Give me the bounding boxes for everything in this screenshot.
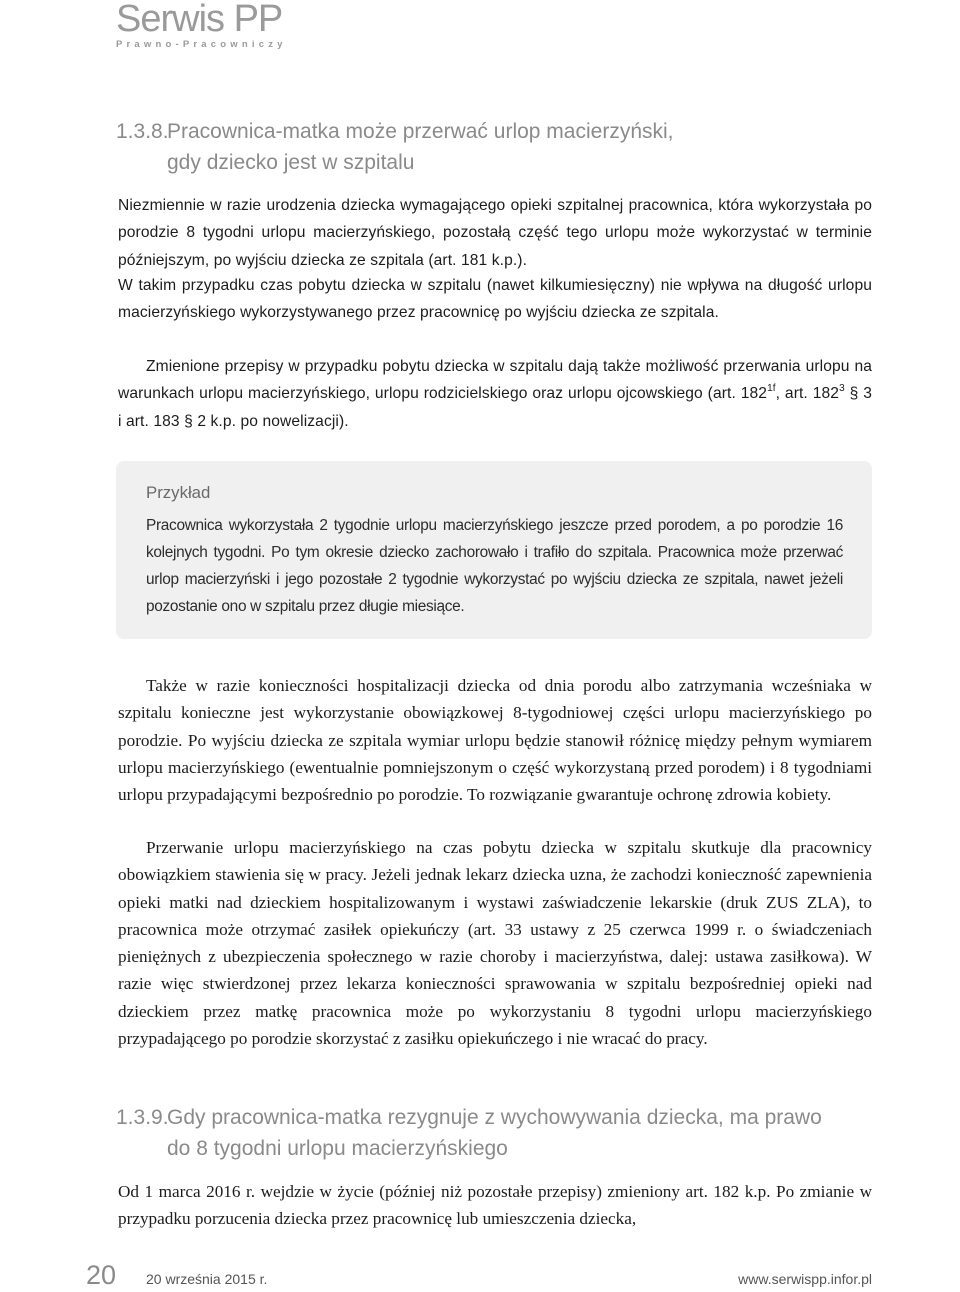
superscript-a: 1f xyxy=(767,383,776,395)
section-title-line2: gdy dziecko jest w szpitalu xyxy=(167,151,415,174)
section-heading-1-3-8 xyxy=(116,116,876,178)
paragraph-1: Niezmiennie w razie urodzenia dziecka wymagającego opieki szpitalnej pracownica, która wykorzystała po porodzie 8 tygodni urlopu macierzyńskiego, pozostałą część tego urlopu może wykorzystać w terminie późniejszym, po wyjściu dziecka ze szpitala (art. 181 k.p.). xyxy=(118,197,872,269)
issue-date: 20 września 2015 r. xyxy=(146,1271,268,1287)
logo-title: Serwis PP xyxy=(116,0,283,40)
example-text: Pracownica wykorzystała 2 tygodnie urlopu macierzyńskiego jeszcze przed porodem, a po porodzie 16 kolejnych tygodni. Po tym okresie dziecko zachorowało i trafiło do szpitala. Pracownica może przerwać urlop macierzyński i jego pozostałe 2 tygodnie wykorzystać po wyjściu dziecka ze szpitala, nawet jeżeli pozostanie ono w szpitalu przez długie miesiące. xyxy=(146,517,843,615)
paragraph-3-text-a: Zmienione przepisy w przypadku pobytu dziecka w szpitalu dają także możliwość przerwania urlopu na warunkach urlopu macierzyńskiego, urlopu rodzicielskiego oraz urlopu ojcowskiego (art. 182 xyxy=(118,358,872,403)
paragraph-3-text-b: , art. 182 xyxy=(775,385,840,403)
section-title-line1: Pracownica-matka może przerwać urlop macierzyński, xyxy=(167,120,674,143)
section-number: 1.3.8. xyxy=(116,120,169,143)
paragraph-3 xyxy=(118,353,872,435)
section-title-line2: do 8 tygodni urlopu macierzyńskiego xyxy=(167,1137,508,1160)
publication-logo xyxy=(116,0,287,50)
section-number: 1.3.9. xyxy=(116,1106,169,1129)
logo-subtitle: Prawno-Pracowniczy xyxy=(116,39,287,50)
page-footer xyxy=(0,1260,960,1292)
superscript-b: 3 xyxy=(839,383,845,395)
example-box xyxy=(116,461,872,639)
paragraph-2: W takim przypadku czas pobytu dziecka w szpitalu (nawet kilkumiesięczny) nie wpływa na długość urlopu macierzyńskiego wykorzystywanego przez pracownicę po wyjściu dziecka ze szpitala. xyxy=(118,277,872,322)
page-number: 20 xyxy=(86,1260,117,1290)
example-title: Przykład xyxy=(146,483,211,502)
paragraph-3-text-c: § 3 i art. 183 § 2 k.p. po nowelizacji). xyxy=(118,385,873,430)
website-url: www.serwispp.infor.pl xyxy=(738,1271,872,1287)
paragraph-6: Od 1 marca 2016 r. wejdzie w życie (później niż pozostałe przepisy) zmieniony art. 182 k.p. Po zmianie w przypadku porzucenia dziecka przez pracownicę lub umieszczenia dziecka, xyxy=(118,1182,872,1229)
section-title-line1: Gdy pracownica-matka rezygnuje z wychowywania dziecka, ma prawo xyxy=(167,1106,822,1129)
paragraph-5: Przerwanie urlopu macierzyńskiego na czas pobytu dziecka w szpitalu skutkuje dla pracownicy obowiązkiem stawienia się w pracy. Jeżeli jednak lekarz dziecka uzna, że zachodzi konieczność zapewnienia opieki matki nad dzieckiem hospitalizowanym i wystawi zaświadczenie lekarskie (druk ZUS ZLA), to pracownica może otrzymać zasiłek opiekuńczy (art. 33 ustawy z 25 czerwca 1999 r. o świadczeniach pieniężnych z ubezpieczenia społecznego w razie choroby i macierzyństwa, dalej: ustawa zasiłkowa). W razie więc stwierdzonej przez lekarza konieczności sprawowania w szpitalu bezpośredniej opieki nad dzieckiem przez matkę pracownica może po wykorzystaniu 8 tygodni urlopu macierzyńskiego przypadającego po porodzie skorzystać z zasiłku opiekuńczego i nie wracać do pracy. xyxy=(118,838,872,1049)
section-heading-1-3-9 xyxy=(116,1102,876,1164)
paragraph-4: Także w razie konieczności hospitalizacji dziecka od dnia porodu albo zatrzymania wcześniaka w szpitalu konieczne jest wykorzystanie obowiązkowej 8-tygodniowej części urlopu macierzyńskiego po porodzie. Po wyjściu dziecka ze szpitala wymiar urlopu będzie stanowił różnicę między pełnym wymiarem urlopu macierzyńskiego (ewentualnie pomniejszonym o część wykorzystaną przed porodem) i 8 tygodniami urlopu przypadającymi bezpośrednio po porodzie. To rozwiązanie gwarantuje ochronę zdrowia kobiety. xyxy=(118,676,872,805)
